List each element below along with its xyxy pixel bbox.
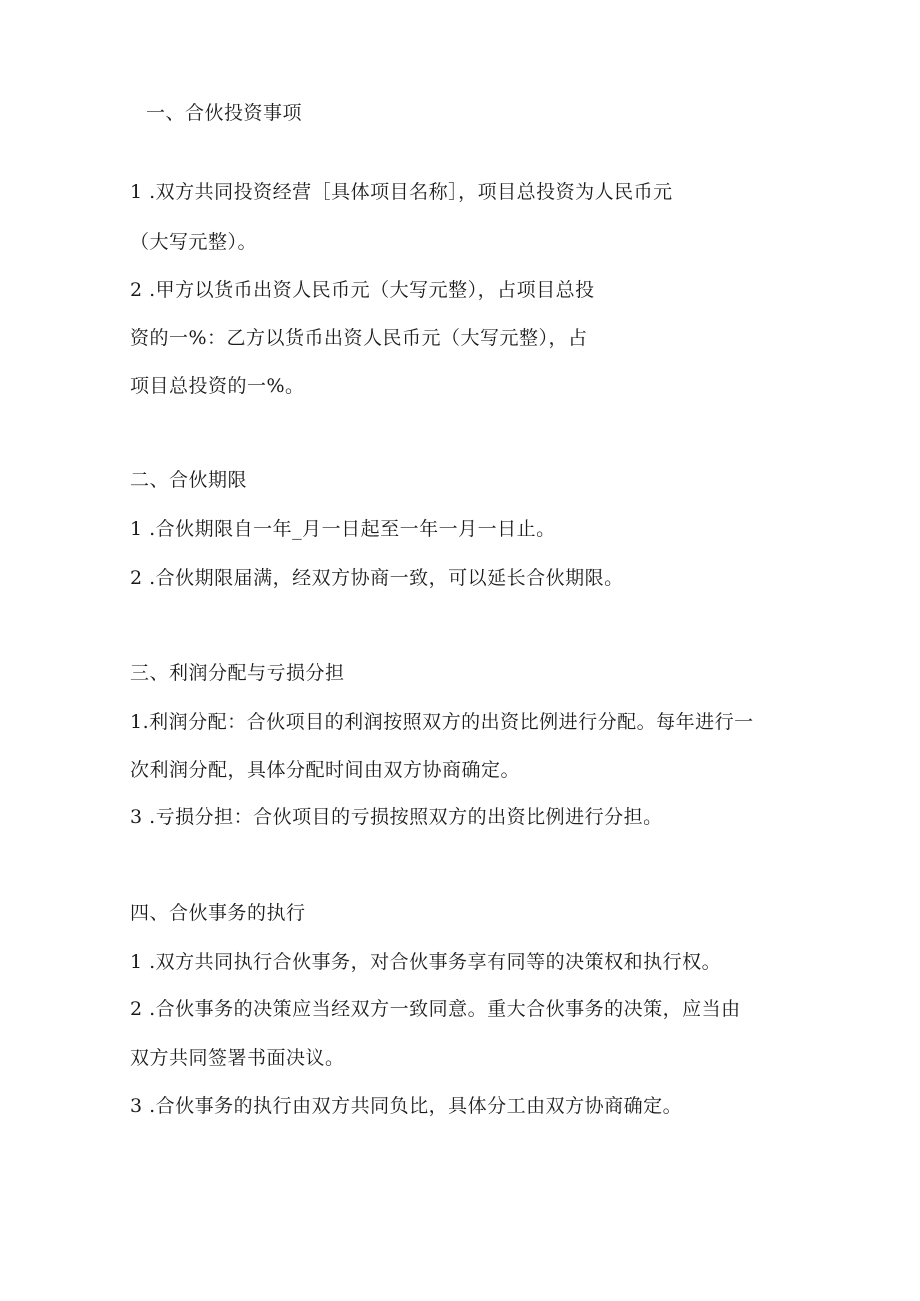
section-4-line-4: 3 .合伙事务的执行由双方共同负比，具体分工由双方协商确定。 (130, 1095, 683, 1117)
section-1-line-2: （大写元整）。 (130, 231, 258, 253)
section-2-heading: 二、合伙期限 (130, 469, 248, 491)
section-3-heading: 三、利润分配与亏损分担 (130, 662, 345, 684)
section-3-line-1: 1.利润分配：合伙项目的利润按照双方的出资比例进行分配。每年进行一 (130, 711, 754, 733)
section-1-line-3: 2 .甲方以货币出资人民币元（大写元整），占项目总投 (130, 279, 595, 301)
section-4-line-1: 1 .双方共同执行合伙事务，对合伙事务享有同等的决策权和执行权。 (130, 951, 722, 973)
section-4-line-2: 2 .合伙事务的决策应当经双方一致同意。重大合伙事务的决策，应当由 (130, 998, 741, 1020)
section-1-heading: 一、合伙投资事项 (146, 102, 303, 124)
section-2-line-2: 2 .合伙期限届满，经双方协商一致，可以延长合伙期限。 (130, 567, 624, 589)
section-4-heading: 四、合伙事务的执行 (130, 902, 306, 924)
section-3-line-2: 次利润分配，具体分配时间由双方协商确定。 (130, 759, 521, 781)
section-4-line-3: 双方共同签署书面决议。 (130, 1047, 345, 1069)
section-2-line-1: 1 .合伙期限自一年_月一日起至一年一月一日止。 (130, 518, 556, 540)
section-1-line-1: 1 .双方共同投资经营［具体项目名称］，项目总投资为人民币元 (130, 181, 673, 203)
section-3-line-3: 3 .亏损分担：合伙项目的亏损按照双方的出资比例进行分担。 (130, 806, 663, 828)
section-1-line-5: 项目总投资的一%。 (130, 375, 305, 397)
section-1-line-4: 资的一%：乙方以货币出资人民币元（大写元整），占 (130, 327, 588, 349)
